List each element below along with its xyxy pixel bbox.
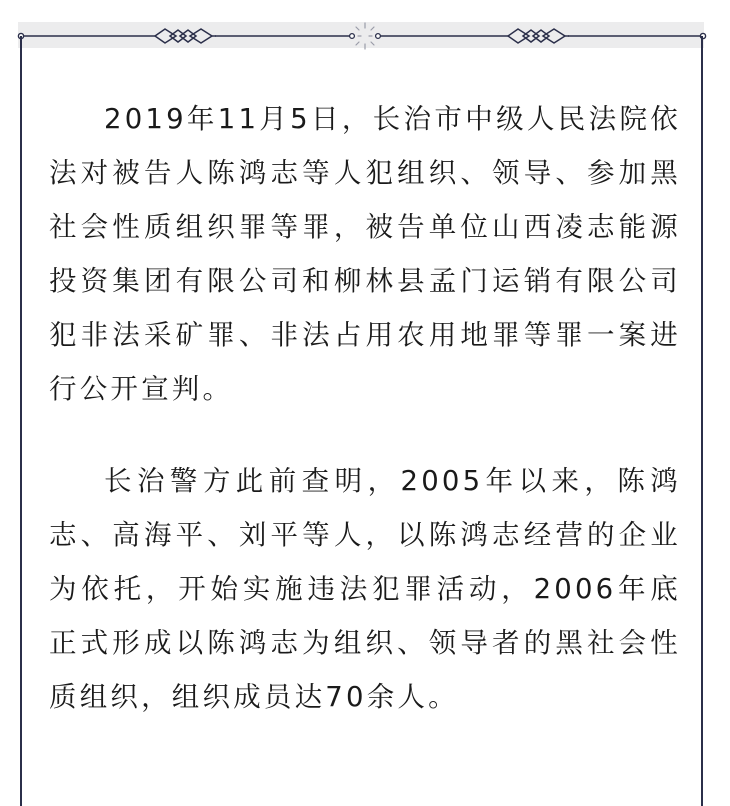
paragraph-verdict: 2019年11月5日，长治市中级人民法院依法对被告人陈鸿志等人犯组织、领导、参加黑社会性质组织罪等罪，被告单位山西凌志能源投资集团有限公司和柳林县孟门运销有限公司犯非法采矿罪、非法占用农用地罪等罪一案进行公开宣判。	[49, 103, 681, 405]
diamond-chain-ornament-icon	[508, 29, 569, 43]
top-ornament-divider	[0, 18, 730, 58]
diamond-chain-ornament-icon	[155, 29, 216, 43]
paragraph-police-findings: 长治警方此前查明，2005年以来，陈鸿志、高海平、刘平等人，以陈鸿志经营的企业为依托，开始实施违法犯罪活动，2006年底正式形成以陈鸿志为组织、领导者的黑社会性质组织，组织成员达70余人。	[49, 465, 681, 713]
sparkle-ornament-icon	[350, 23, 381, 49]
frame-right-border	[701, 36, 703, 806]
frame-left-border	[20, 36, 22, 806]
article-body	[49, 92, 681, 724]
